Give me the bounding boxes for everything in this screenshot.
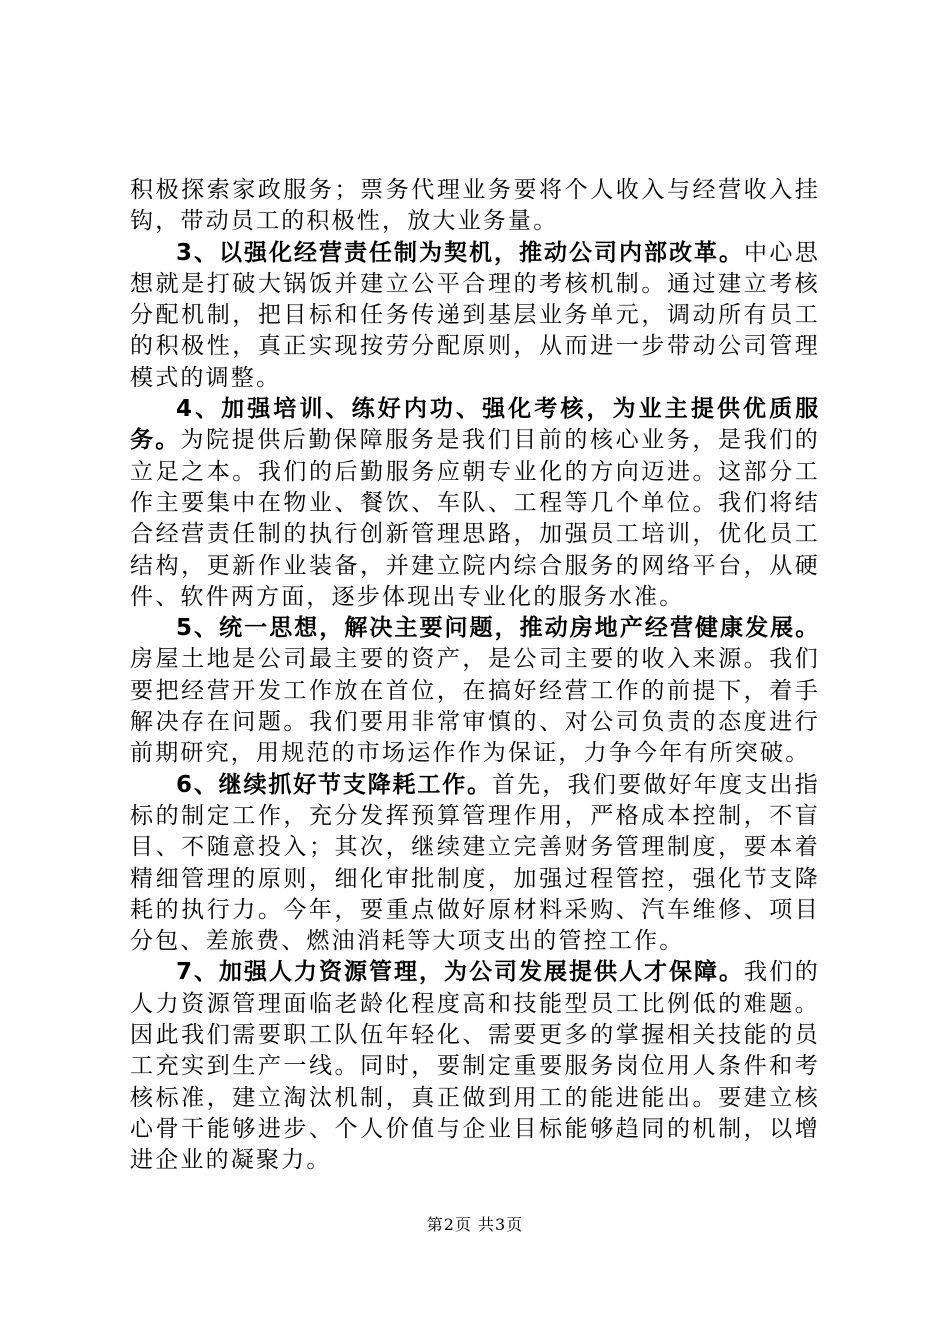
paragraph-item-3 [130, 238, 820, 394]
paragraph-item-6 [130, 770, 820, 958]
paragraph-text: 中心思想就是打破大锅饭并建立公平合理的考核机制。通过建立考核分配机制，把目标和任务传递到基层业务单元，调动所有员工的积极性，真正实现按劳分配原则，从而进一步带动公司管理模式的调整。 [130, 239, 820, 391]
paragraph-continuation [130, 175, 820, 238]
paragraph-item-7 [130, 957, 820, 1176]
paragraph-text: 积极探索家政服务；票务代理业务要将个人收入与经营收入挂钩，带动员工的积极性，放大业务量。 [130, 177, 820, 235]
paragraph-text: 我们的人力资源管理面临老龄化程度高和技能型员工比例低的难题。因此我们需要职工队伍年轻化、需要更多的掌握相关技能的员工充实到生产一线。同时，要制定重要服务岗位用人条件和考核标准，建立淘汰机制，真正做到用工的能进能出。要建立核心骨干能够进步、个人价值与企业目标能够趋同的机制，以增进企业的凝聚力。 [130, 959, 820, 1174]
paragraph-item-4 [130, 394, 820, 613]
page-number-footer: 第2页 共3页 [426, 1215, 524, 1234]
paragraph-item-5 [130, 613, 820, 769]
paragraph-text: 房屋土地是公司最主要的资产，是公司主要的收入来源。我们要把经营开发工作放在首位，在搞好经营工作的前提下，着手解决存在问题。我们要用非常审慎的、对公司负责的态度进行前期研究，用规范的市场运作作为保证，力争今年有所突破。 [130, 646, 820, 767]
paragraph-heading: 6、继续抓好节支降耗工作。 [176, 771, 492, 798]
paragraph-heading: 7、加强人力资源管理，为公司发展提供人才保障。 [176, 959, 744, 986]
paragraph-text: 首先，我们要做好年度支出指标的制定工作，充分发挥预算管理作用，严格成本控制，不盲目、不随意投入；其次，继续建立完善财务管理制度，要本着精细管理的原则，细化审批制度，加强过程管控，强化节支降耗的执行力。今年，要重点做好原材料采购、汽车维修、项目分包、差旅费、燃油消耗等大项支出的管控工作。 [130, 771, 820, 955]
paragraph-heading: 3、以强化经营责任制为契机，推动公司内部改革。 [176, 239, 744, 266]
paragraph-heading: 5、统一思想，解决主要问题，推动房地产经营健康发展。 [176, 615, 820, 642]
paragraph-text: 为院提供后勤保障服务是我们目前的核心业务，是我们的立足之本。我们的后勤服务应朝专业化的方向迈进。这部分工作主要集中在物业、餐饮、车队、工程等几个单位。我们将结合经营责任制的执行创新管理思路，加强员工培训，优化员工结构，更新作业装备，并建立院内综合服务的网络平台，从硬件、软件两方面，逐步体现出专业化的服务水准。 [130, 427, 820, 610]
document-body [130, 175, 820, 1177]
paragraph-heading: 4、加强培训、练好内功、强化考核，为业主提供优质服务。 [130, 396, 820, 454]
